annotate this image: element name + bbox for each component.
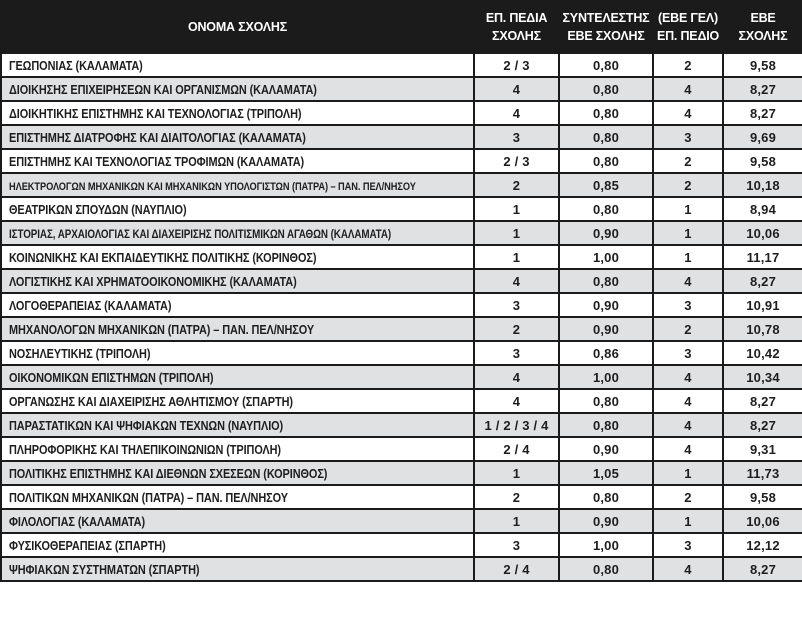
- ebe-gel-cell: 1: [653, 509, 723, 533]
- fields-cell: 1: [474, 221, 559, 245]
- ebe-gel-cell: 3: [653, 341, 723, 365]
- column-header-label: ΕΠ. ΠΕΔΙΑ: [485, 11, 548, 25]
- table-row: [1, 245, 802, 269]
- coefficient-cell: 0,80: [559, 389, 653, 413]
- fields-cell: 2 / 4: [474, 557, 559, 581]
- table-row: [1, 77, 802, 101]
- school-name-text: ΔΙΟΙΚΗΤΙΚΗΣ ΕΠΙΣΤΗΜΗΣ ΚΑΙ ΤΕΧΝΟΛΟΓΙΑΣ (ΤΡΙΠΟΛΗ): [9, 105, 302, 121]
- coefficient-cell: 0,86: [559, 341, 653, 365]
- ebe-gel-cell: 3: [653, 125, 723, 149]
- school-name-cell: [1, 317, 474, 341]
- school-name-cell: [1, 245, 474, 269]
- school-name-text: ΝΟΣΗΛΕΥΤΙΚΗΣ (ΤΡΙΠΟΛΗ): [9, 345, 151, 361]
- ebe-cell: 8,27: [723, 557, 802, 581]
- school-name-text: ΦΥΣΙΚΟΘΕΡΑΠΕΙΑΣ (ΣΠΑΡΤΗ): [9, 537, 166, 553]
- coefficient-cell: 0,90: [559, 437, 653, 461]
- table-row: [1, 341, 802, 365]
- table-row: [1, 101, 802, 125]
- ebe-cell: 10,34: [723, 365, 802, 389]
- school-name-cell: [1, 269, 474, 293]
- column-header-label: ΟΝΟΜΑ ΣΧΟΛΗΣ: [187, 20, 288, 35]
- column-header-fields: [474, 1, 559, 53]
- column-header-coefficient: [559, 1, 653, 53]
- school-name-cell: [1, 461, 474, 485]
- coefficient-cell: 0,90: [559, 317, 653, 341]
- column-header-label: ΣΧΟΛΗΣ: [492, 29, 541, 44]
- table-row: [1, 413, 802, 437]
- ebe-gel-cell: 2: [653, 53, 723, 77]
- ebe-gel-cell: 1: [653, 221, 723, 245]
- ebe-cell: 10,78: [723, 317, 802, 341]
- coefficient-cell: 0,80: [559, 485, 653, 509]
- coefficient-cell: 0,80: [559, 413, 653, 437]
- fields-cell: 2 / 3: [474, 53, 559, 77]
- school-name-text: ΟΡΓΑΝΩΣΗΣ ΚΑΙ ΔΙΑΧΕΙΡΙΣΗΣ ΑΘΛΗΤΙΣΜΟΥ (ΣΠΑΡΤΗ): [9, 393, 293, 409]
- ebe-gel-cell: 4: [653, 269, 723, 293]
- school-name-text: ΕΠΙΣΤΗΜΗΣ ΚΑΙ ΤΕΧΝΟΛΟΓΙΑΣ ΤΡΟΦΙΜΩΝ (ΚΑΛΑΜΑΤΑ): [9, 153, 305, 169]
- school-name-text: ΚΟΙΝΩΝΙΚΗΣ ΚΑΙ ΕΚΠΑΙΔΕΥΤΙΚΗΣ ΠΟΛΙΤΙΚΗΣ (ΚΟΡΙΝΘΟΣ): [9, 249, 317, 265]
- table-row: [1, 197, 802, 221]
- column-header-label: ΕΒΕ: [750, 11, 776, 25]
- coefficient-cell: 1,00: [559, 245, 653, 269]
- ebe-cell: 8,27: [723, 413, 802, 437]
- ebe-gel-cell: 4: [653, 557, 723, 581]
- coefficient-cell: 0,80: [559, 77, 653, 101]
- school-name-cell: [1, 77, 474, 101]
- coefficient-cell: 0,90: [559, 509, 653, 533]
- school-name-text: ΕΠΙΣΤΗΜΗΣ ΔΙΑΤΡΟΦΗΣ ΚΑΙ ΔΙΑΙΤΟΛΟΓΙΑΣ (ΚΑΛΑΜΑΤΑ): [9, 129, 306, 145]
- school-name-cell: [1, 293, 474, 317]
- table-row: [1, 173, 802, 197]
- ebe-cell: 8,27: [723, 77, 802, 101]
- school-name-cell: [1, 221, 474, 245]
- table-row: [1, 437, 802, 461]
- fields-cell: 3: [474, 293, 559, 317]
- column-header-school-name: [1, 1, 474, 53]
- ebe-cell: 10,18: [723, 173, 802, 197]
- coefficient-cell: 0,90: [559, 221, 653, 245]
- coefficient-cell: 0,80: [559, 197, 653, 221]
- school-name-text: ΙΣΤΟΡΙΑΣ, ΑΡΧΑΙΟΛΟΓΙΑΣ ΚΑΙ ΔΙΑΧΕΙΡΙΣΗΣ ΠΟΛΙΤΙΣΜΙΚΩΝ ΑΓΑΘΩΝ (ΚΑΛΑΜΑΤΑ): [9, 226, 392, 241]
- school-name-cell: [1, 365, 474, 389]
- coefficient-cell: 1,00: [559, 365, 653, 389]
- ebe-cell: 8,94: [723, 197, 802, 221]
- school-name-text: ΗΛΕΚΤΡΟΛΟΓΩΝ ΜΗΧΑΝΙΚΩΝ ΚΑΙ ΜΗΧΑΝΙΚΩΝ ΥΠΟΛΟΓΙΣΤΩΝ (ΠΑΤΡΑ) – ΠΑΝ. ΠΕΛ/ΝΗΣΟΥ: [9, 180, 416, 193]
- table-row: [1, 557, 802, 581]
- school-name-cell: [1, 125, 474, 149]
- ebe-cell: 9,58: [723, 149, 802, 173]
- school-name-cell: [1, 53, 474, 77]
- table-row: [1, 317, 802, 341]
- ebe-gel-cell: 1: [653, 245, 723, 269]
- school-name-cell: [1, 197, 474, 221]
- coefficient-cell: 0,85: [559, 173, 653, 197]
- fields-cell: 2: [474, 317, 559, 341]
- table-row: [1, 125, 802, 149]
- ebe-gel-cell: 4: [653, 101, 723, 125]
- table-header: [1, 1, 802, 53]
- table-body: [1, 53, 802, 581]
- table-row: [1, 53, 802, 77]
- school-name-text: ΛΟΓΙΣΤΙΚΗΣ ΚΑΙ ΧΡΗΜΑΤΟΟΙΚΟΝΟΜΙΚΗΣ (ΚΑΛΑΜΑΤΑ): [9, 273, 297, 289]
- fields-cell: 4: [474, 365, 559, 389]
- column-header-label: ΣΧΟΛΗΣ: [738, 29, 788, 44]
- fields-cell: 2: [474, 173, 559, 197]
- table-row: [1, 389, 802, 413]
- table-row: [1, 509, 802, 533]
- ebe-gel-cell: 2: [653, 485, 723, 509]
- table-row: [1, 149, 802, 173]
- coefficient-cell: 0,80: [559, 125, 653, 149]
- ebe-cell: 9,58: [723, 53, 802, 77]
- column-header-ebe: [723, 1, 802, 53]
- ebe-gel-cell: 1: [653, 461, 723, 485]
- school-name-cell: [1, 413, 474, 437]
- ebe-gel-cell: 4: [653, 77, 723, 101]
- ebe-gel-cell: 2: [653, 173, 723, 197]
- school-name-cell: [1, 509, 474, 533]
- ebe-cell: 10,42: [723, 341, 802, 365]
- ebe-gel-cell: 4: [653, 437, 723, 461]
- school-name-text: ΜΗΧΑΝΟΛΟΓΩΝ ΜΗΧΑΝΙΚΩΝ (ΠΑΤΡΑ) – ΠΑΝ. ΠΕΛ/ΝΗΣΟΥ: [9, 321, 315, 337]
- ebe-cell: 9,31: [723, 437, 802, 461]
- ebe-cell: 10,91: [723, 293, 802, 317]
- fields-cell: 4: [474, 77, 559, 101]
- ebe-gel-cell: 1: [653, 197, 723, 221]
- fields-cell: 4: [474, 269, 559, 293]
- fields-cell: 1: [474, 197, 559, 221]
- school-name-cell: [1, 341, 474, 365]
- table-row: [1, 269, 802, 293]
- ebe-cell: 10,06: [723, 509, 802, 533]
- ebe-cell: 11,73: [723, 461, 802, 485]
- fields-cell: 1: [474, 245, 559, 269]
- table-row: [1, 221, 802, 245]
- school-name-text: ΓΕΩΠΟΝΙΑΣ (ΚΑΛΑΜΑΤΑ): [9, 57, 143, 73]
- school-name-cell: [1, 557, 474, 581]
- ebe-gel-cell: 3: [653, 533, 723, 557]
- school-name-cell: [1, 173, 474, 197]
- header-row: [1, 1, 802, 53]
- school-name-cell: [1, 149, 474, 173]
- ebe-cell: 10,06: [723, 221, 802, 245]
- ebe-gel-cell: 2: [653, 149, 723, 173]
- ebe-cell: 11,17: [723, 245, 802, 269]
- school-name-text: ΟΙΚΟΝΟΜΙΚΩΝ ΕΠΙΣΤΗΜΩΝ (ΤΡΙΠΟΛΗ): [9, 369, 214, 385]
- coefficient-cell: 1,05: [559, 461, 653, 485]
- school-name-text: ΠΟΛΙΤΙΚΩΝ ΜΗΧΑΝΙΚΩΝ (ΠΑΤΡΑ) – ΠΑΝ. ΠΕΛ/ΝΗΣΟΥ: [9, 489, 288, 505]
- table-row: [1, 293, 802, 317]
- fields-cell: 2 / 4: [474, 437, 559, 461]
- ebe-gel-cell: 2: [653, 317, 723, 341]
- fields-cell: 1 / 2 / 3 / 4: [474, 413, 559, 437]
- school-name-cell: [1, 437, 474, 461]
- school-name-text: ΘΕΑΤΡΙΚΩΝ ΣΠΟΥΔΩΝ (ΝΑΥΠΛΙΟ): [9, 201, 187, 217]
- coefficient-cell: 0,80: [559, 53, 653, 77]
- coefficient-cell: 1,00: [559, 533, 653, 557]
- school-name-cell: [1, 533, 474, 557]
- school-name-cell: [1, 389, 474, 413]
- fields-cell: 2: [474, 485, 559, 509]
- fields-cell: 2 / 3: [474, 149, 559, 173]
- coefficient-cell: 0,90: [559, 293, 653, 317]
- school-name-cell: [1, 485, 474, 509]
- table-row: [1, 365, 802, 389]
- coefficient-cell: 0,80: [559, 101, 653, 125]
- table-row: [1, 533, 802, 557]
- fields-cell: 1: [474, 461, 559, 485]
- table-row: [1, 485, 802, 509]
- ebe-cell: 8,27: [723, 389, 802, 413]
- column-header-label: (ΕΒΕ ΓΕΛ): [658, 11, 718, 25]
- school-name-text: ΔΙΟΙΚΗΣΗΣ ΕΠΙΧΕΙΡΗΣΕΩΝ ΚΑΙ ΟΡΓΑΝΙΣΜΩΝ (ΚΑΛΑΜΑΤΑ): [9, 81, 317, 97]
- ebe-cell: 9,58: [723, 485, 802, 509]
- ebe-gel-cell: 4: [653, 389, 723, 413]
- ebe-gel-cell: 4: [653, 365, 723, 389]
- school-name-text: ΠΑΡΑΣΤΑΤΙΚΩΝ ΚΑΙ ΨΗΦΙΑΚΩΝ ΤΕΧΝΩΝ (ΝΑΥΠΛΙΟ): [9, 417, 284, 433]
- ebe-cell: 12,12: [723, 533, 802, 557]
- ebe-cell: 8,27: [723, 269, 802, 293]
- ebe-cell: 8,27: [723, 101, 802, 125]
- table-row: [1, 461, 802, 485]
- ebe-gel-cell: 4: [653, 413, 723, 437]
- column-header-label: ΕΒΕ ΣΧΟΛΗΣ: [567, 29, 645, 44]
- ebe-cell: 9,69: [723, 125, 802, 149]
- coefficient-cell: 0,80: [559, 149, 653, 173]
- fields-cell: 3: [474, 125, 559, 149]
- school-name-text: ΠΟΛΙΤΙΚΗΣ ΕΠΙΣΤΗΜΗΣ ΚΑΙ ΔΙΕΘΝΩΝ ΣΧΕΣΕΩΝ (ΚΟΡΙΝΘΟΣ): [9, 465, 328, 481]
- school-name-text: ΨΗΦΙΑΚΩΝ ΣΥΣΤΗΜΑΤΩΝ (ΣΠΑΡΤΗ): [9, 561, 200, 577]
- coefficient-cell: 0,80: [559, 557, 653, 581]
- fields-cell: 3: [474, 341, 559, 365]
- ebe-gel-cell: 3: [653, 293, 723, 317]
- column-header-ebe-gel: [653, 1, 723, 53]
- fields-cell: 4: [474, 101, 559, 125]
- school-name-text: ΦΙΛΟΛΟΓΙΑΣ (ΚΑΛΑΜΑΤΑ): [9, 513, 146, 529]
- fields-cell: 3: [474, 533, 559, 557]
- school-name-text: ΠΛΗΡΟΦΟΡΙΚΗΣ ΚΑΙ ΤΗΛΕΠΙΚΟΙΝΩΝΙΩΝ (ΤΡΙΠΟΛΗ): [9, 441, 281, 457]
- fields-cell: 4: [474, 389, 559, 413]
- column-header-label: ΣΥΝΤΕΛΕΣΤΗΣ: [562, 11, 650, 25]
- fields-cell: 1: [474, 509, 559, 533]
- coefficient-cell: 0,80: [559, 269, 653, 293]
- school-name-text: ΛΟΓΟΘΕΡΑΠΕΙΑΣ (ΚΑΛΑΜΑΤΑ): [9, 297, 172, 313]
- school-name-cell: [1, 101, 474, 125]
- column-header-label: ΕΠ. ΠΕΔΙΟ: [656, 29, 720, 44]
